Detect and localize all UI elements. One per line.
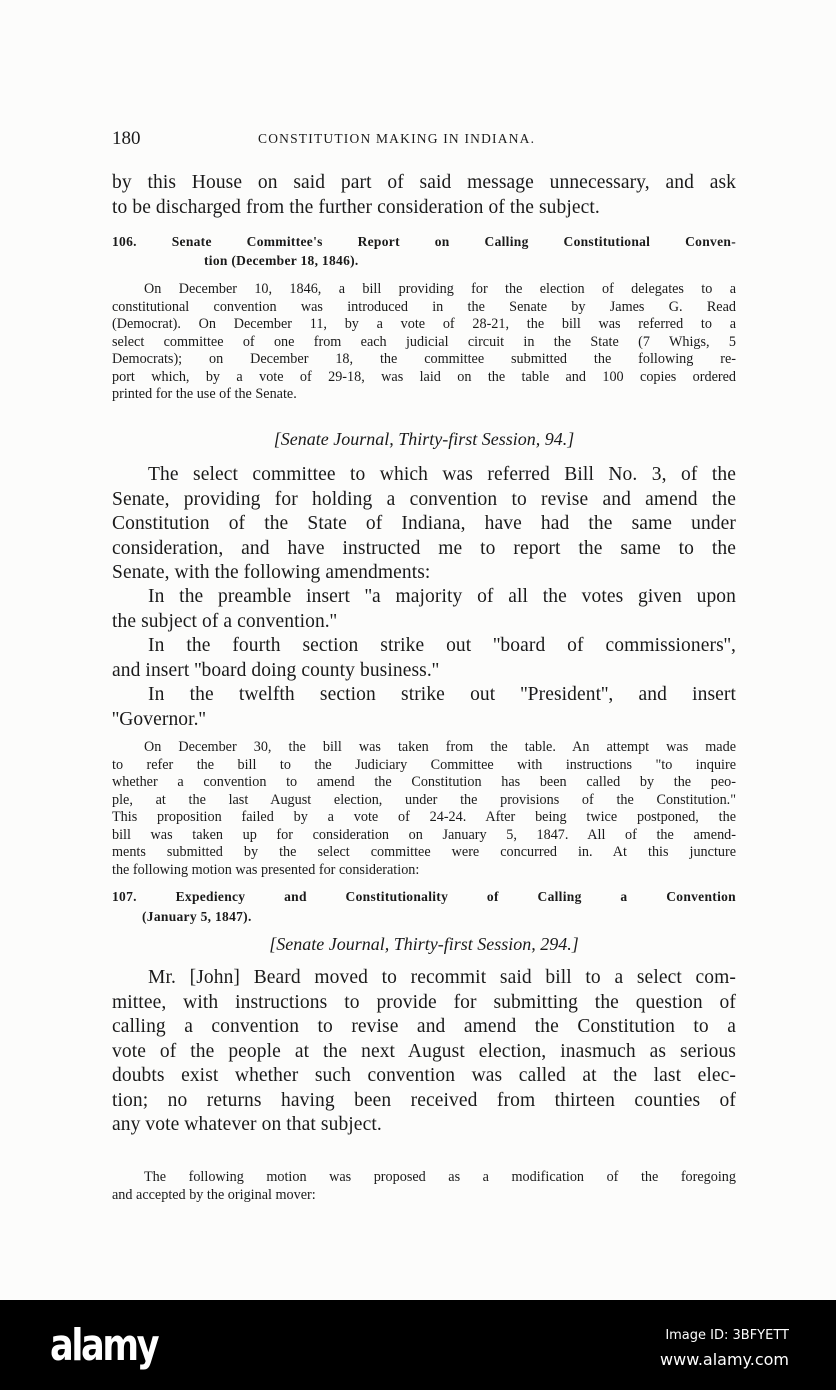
running-title: CONSTITUTION MAKING IN INDIANA. [258,131,536,146]
note-paragraph-line: The following motion was proposed as a modification of the foregoing [144,1169,736,1185]
note-paragraph-line: constitutional convention was introduced in the Senate by James G. Read [112,298,736,315]
motion-paragraph-line: tion; no returns having been received from thirteen counties of [112,1089,736,1111]
motion-paragraph-line: any vote whatever on that subject. [112,1114,382,1135]
section-heading-106-line: tion (December 18, 1846). [204,253,359,268]
site-url: www.alamy.com [660,1350,789,1369]
amendment-twelfth-section-line: In the twelfth section strike out ''President'', and insert [148,684,736,705]
section-heading-106-line: 106. Senate Committee's Report on Calling Constitutional Conven- [112,234,736,249]
image-id: Image ID: 3BFYETT [665,1328,789,1343]
motion-paragraph-line: Mr. [John] Beard moved to recommit said bill to a select com- [148,967,736,988]
alamy-logo: alamy [50,1320,158,1371]
note-paragraph-line: the following motion was presented for consideration: [112,861,420,878]
report-paragraph-line: Constitution of the State of Indiana, have had the same under [112,513,736,534]
amendment-twelfth-section-line: ''Governor.'' [112,708,206,730]
report-paragraph-line: Senate, providing for holding a convention to revise and amend the [112,488,736,510]
section-heading-107-line: 107. Expediency and Constitutionality of Calling a Convention [112,889,736,904]
citation-line: [Senate Journal, Thirty-first Session, 94.] [273,429,575,449]
note-paragraph-line: select committee of one from each judicial circuit in the State (7 Whigs, 5 [112,333,736,350]
citation-line: [Senate Journal, Thirty-first Session, 294.] [269,934,579,954]
note-paragraph-line: printed for the use of the Senate. [112,386,297,402]
watermark-bar [0,1300,836,1390]
note-paragraph-line: On December 30, the bill was taken from the table. An attempt was made [144,739,736,755]
note-paragraph-line: and accepted by the original mover: [112,1187,316,1203]
note-paragraph-line: port which, by a vote of 29-18, was laid on the table and 100 copies ordered [112,368,736,385]
motion-paragraph-line: calling a convention to revise and amend the Constitution to a [112,1016,736,1037]
paragraph-continued-line: by this House on said part of said message unnecessary, and ask [112,172,736,193]
section-heading-107-line: (January 5, 1847). [142,909,252,924]
note-paragraph-line: ple, at the last August election, under the provisions of the Constitution." [112,791,736,808]
note-paragraph-line: (Democrat). On December 11, by a vote of 28-21, the bill was referred to a [112,316,736,332]
paragraph-continued-line: to be discharged from the further consideration of the subject. [112,196,600,218]
report-paragraph-line: Senate, with the following amendments: [112,562,431,583]
note-paragraph-line: whether a convention to amend the Constitution has been called by the peo- [112,774,736,790]
motion-paragraph-line: doubts exist whether such convention was called at the last elec- [112,1065,736,1086]
motion-paragraph-line: mittee, with instructions to provide for submitting the question of [112,991,736,1013]
report-paragraph-line: The select committee to which was referred Bill No. 3, of the [148,464,736,485]
amendment-fourth-section-line: and insert ''board doing county business.'' [112,659,440,681]
note-paragraph-line: to refer the bill to the Judiciary Committee with instructions "to inquire [112,756,736,773]
note-paragraph-line: On December 10, 1846, a bill providing for the election of delegates to a [144,281,736,297]
amendment-preamble-line: the subject of a convention.'' [112,610,338,632]
report-paragraph-line: consideration, and have instructed me to report the same to the [112,537,736,559]
motion-paragraph-line: vote of the people at the next August election, inasmuch as serious [112,1040,736,1062]
page-number: 180 [112,128,141,149]
note-paragraph-line: ments submitted by the select committee were concurred in. At this juncture [112,844,736,860]
note-paragraph-line: Democrats); on December 18, the committee submitted the following re- [112,351,736,367]
amendment-preamble-line: In the preamble insert ''a majority of all the votes given upon [148,586,736,607]
note-paragraph-line: bill was taken up for consideration on January 5, 1847. All of the amend- [112,826,736,843]
amendment-fourth-section-line: In the fourth section strike out ''board of commissioners'', [148,635,736,656]
note-paragraph-line: This proposition failed by a vote of 24-24. After being twice postponed, the [112,809,736,825]
